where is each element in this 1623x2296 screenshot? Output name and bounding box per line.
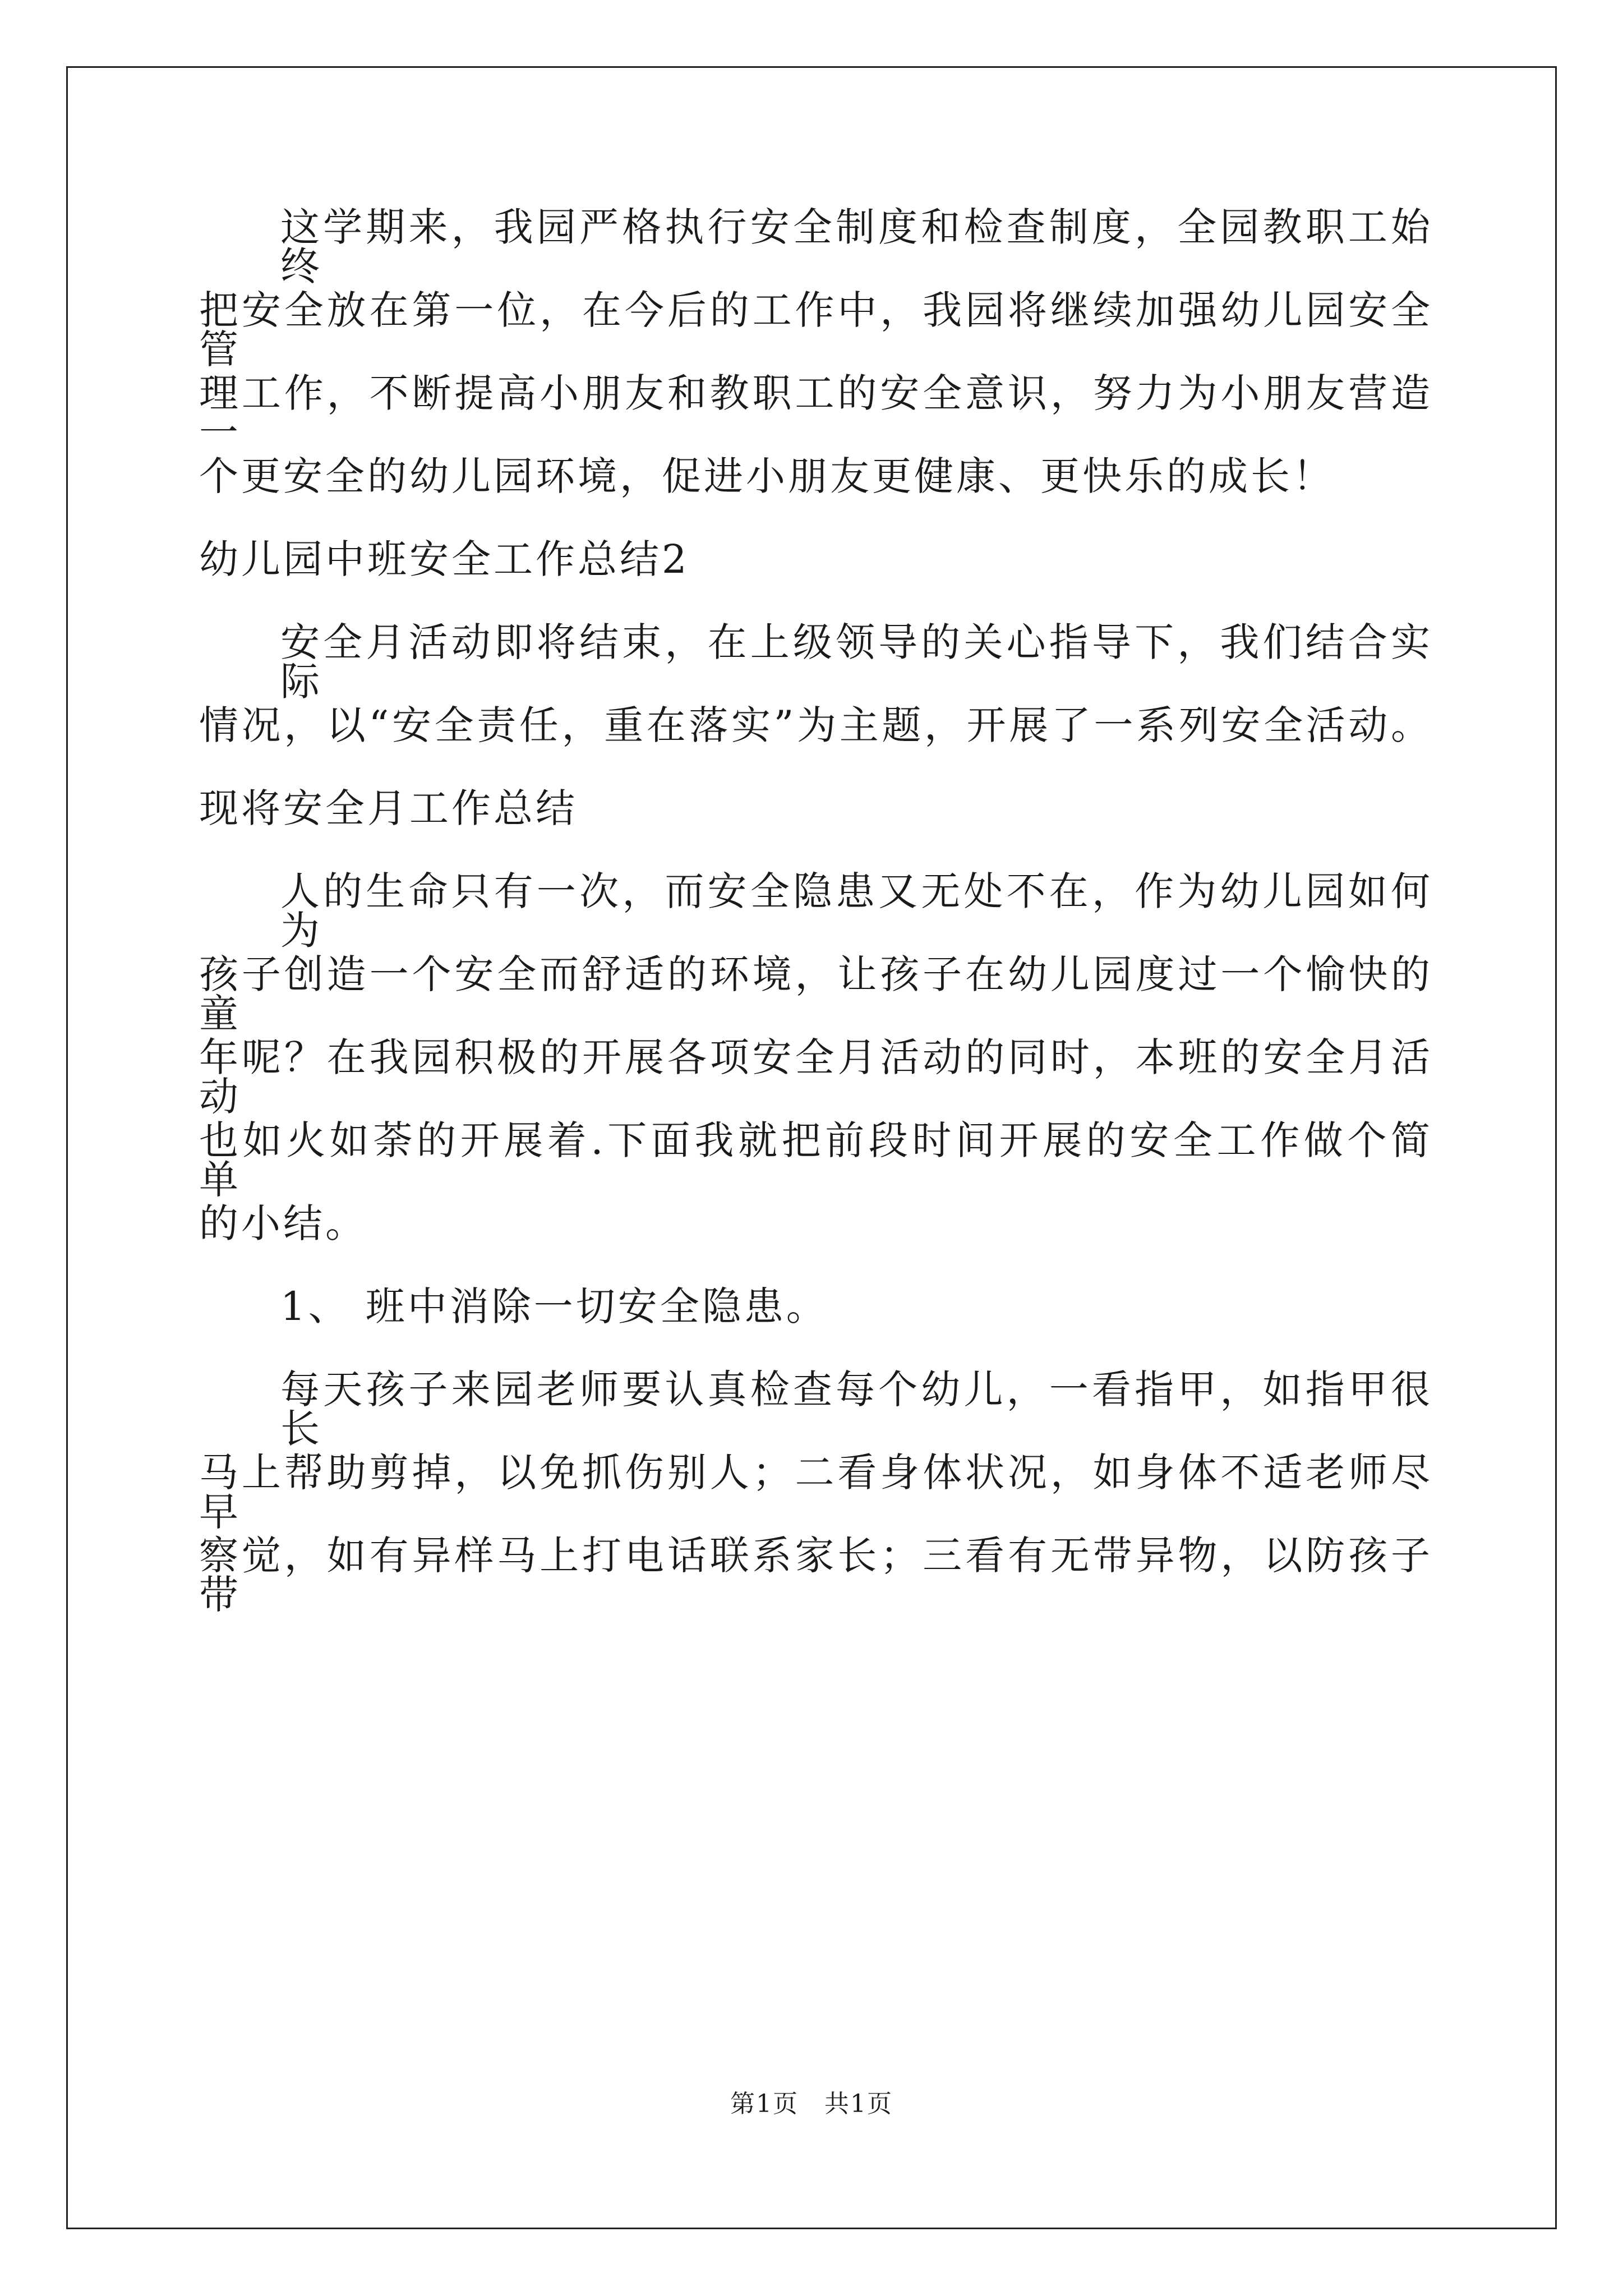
paragraph-line: 人的生命只有一次，而安全隐患又无处不在，作为幼儿园如何为 (280, 868, 1433, 954)
paragraph-line: 年呢？在我园积极的开展各项安全月活动的同时，本班的安全月活动 (199, 1034, 1433, 1120)
paragraph-line: 个更安全的幼儿园环境，促进小朋友更健康、更快乐的成长！ (199, 453, 1335, 499)
list-item-heading: 1、 班中消除一切安全隐患。 (280, 1283, 828, 1329)
page-footer: 第1页 共1页 (730, 2090, 893, 2118)
paragraph-line: 的小结。 (199, 1200, 367, 1246)
section-heading: 幼儿园中班安全工作总结2 (199, 536, 690, 582)
paragraph-line: 孩子创造一个安全而舒适的环境，让孩子在幼儿园度过一个愉快的童 (199, 951, 1433, 1037)
paragraph-line: 安全月活动即将结束，在上级领导的关心指导下，我们结合实际 (280, 619, 1433, 705)
paragraph-line: 马上帮助剪掉，以免抓伤别人；二看身体状况，如身体不适老师尽早 (199, 1450, 1433, 1535)
paragraph-line: 现将安全月工作总结 (199, 785, 578, 831)
paragraph-line: 把安全放在第一位，在今后的工作中，我园将继续加强幼儿园安全管 (199, 287, 1433, 372)
paragraph-line: 理工作，不断提高小朋友和教职工的安全意识，努力为小朋友营造一 (199, 370, 1433, 455)
paragraph-line: 这学期来，我园严格执行安全制度和检查制度，全园教职工始终 (280, 204, 1433, 289)
paragraph-line: 也如火如荼的开展着.下面我就把前段时间开展的安全工作做个简单 (199, 1117, 1433, 1203)
paragraph-line: 情况，以“安全责任，重在落实”为主题，开展了一系列安全活动。 (199, 702, 1433, 748)
paragraph-line: 察觉，如有异样马上打电话联系家长；三看有无带异物，以防孩子带 (199, 1533, 1433, 1618)
paragraph-line: 每天孩子来园老师要认真检查每个幼儿，一看指甲，如指甲很长 (280, 1366, 1433, 1452)
